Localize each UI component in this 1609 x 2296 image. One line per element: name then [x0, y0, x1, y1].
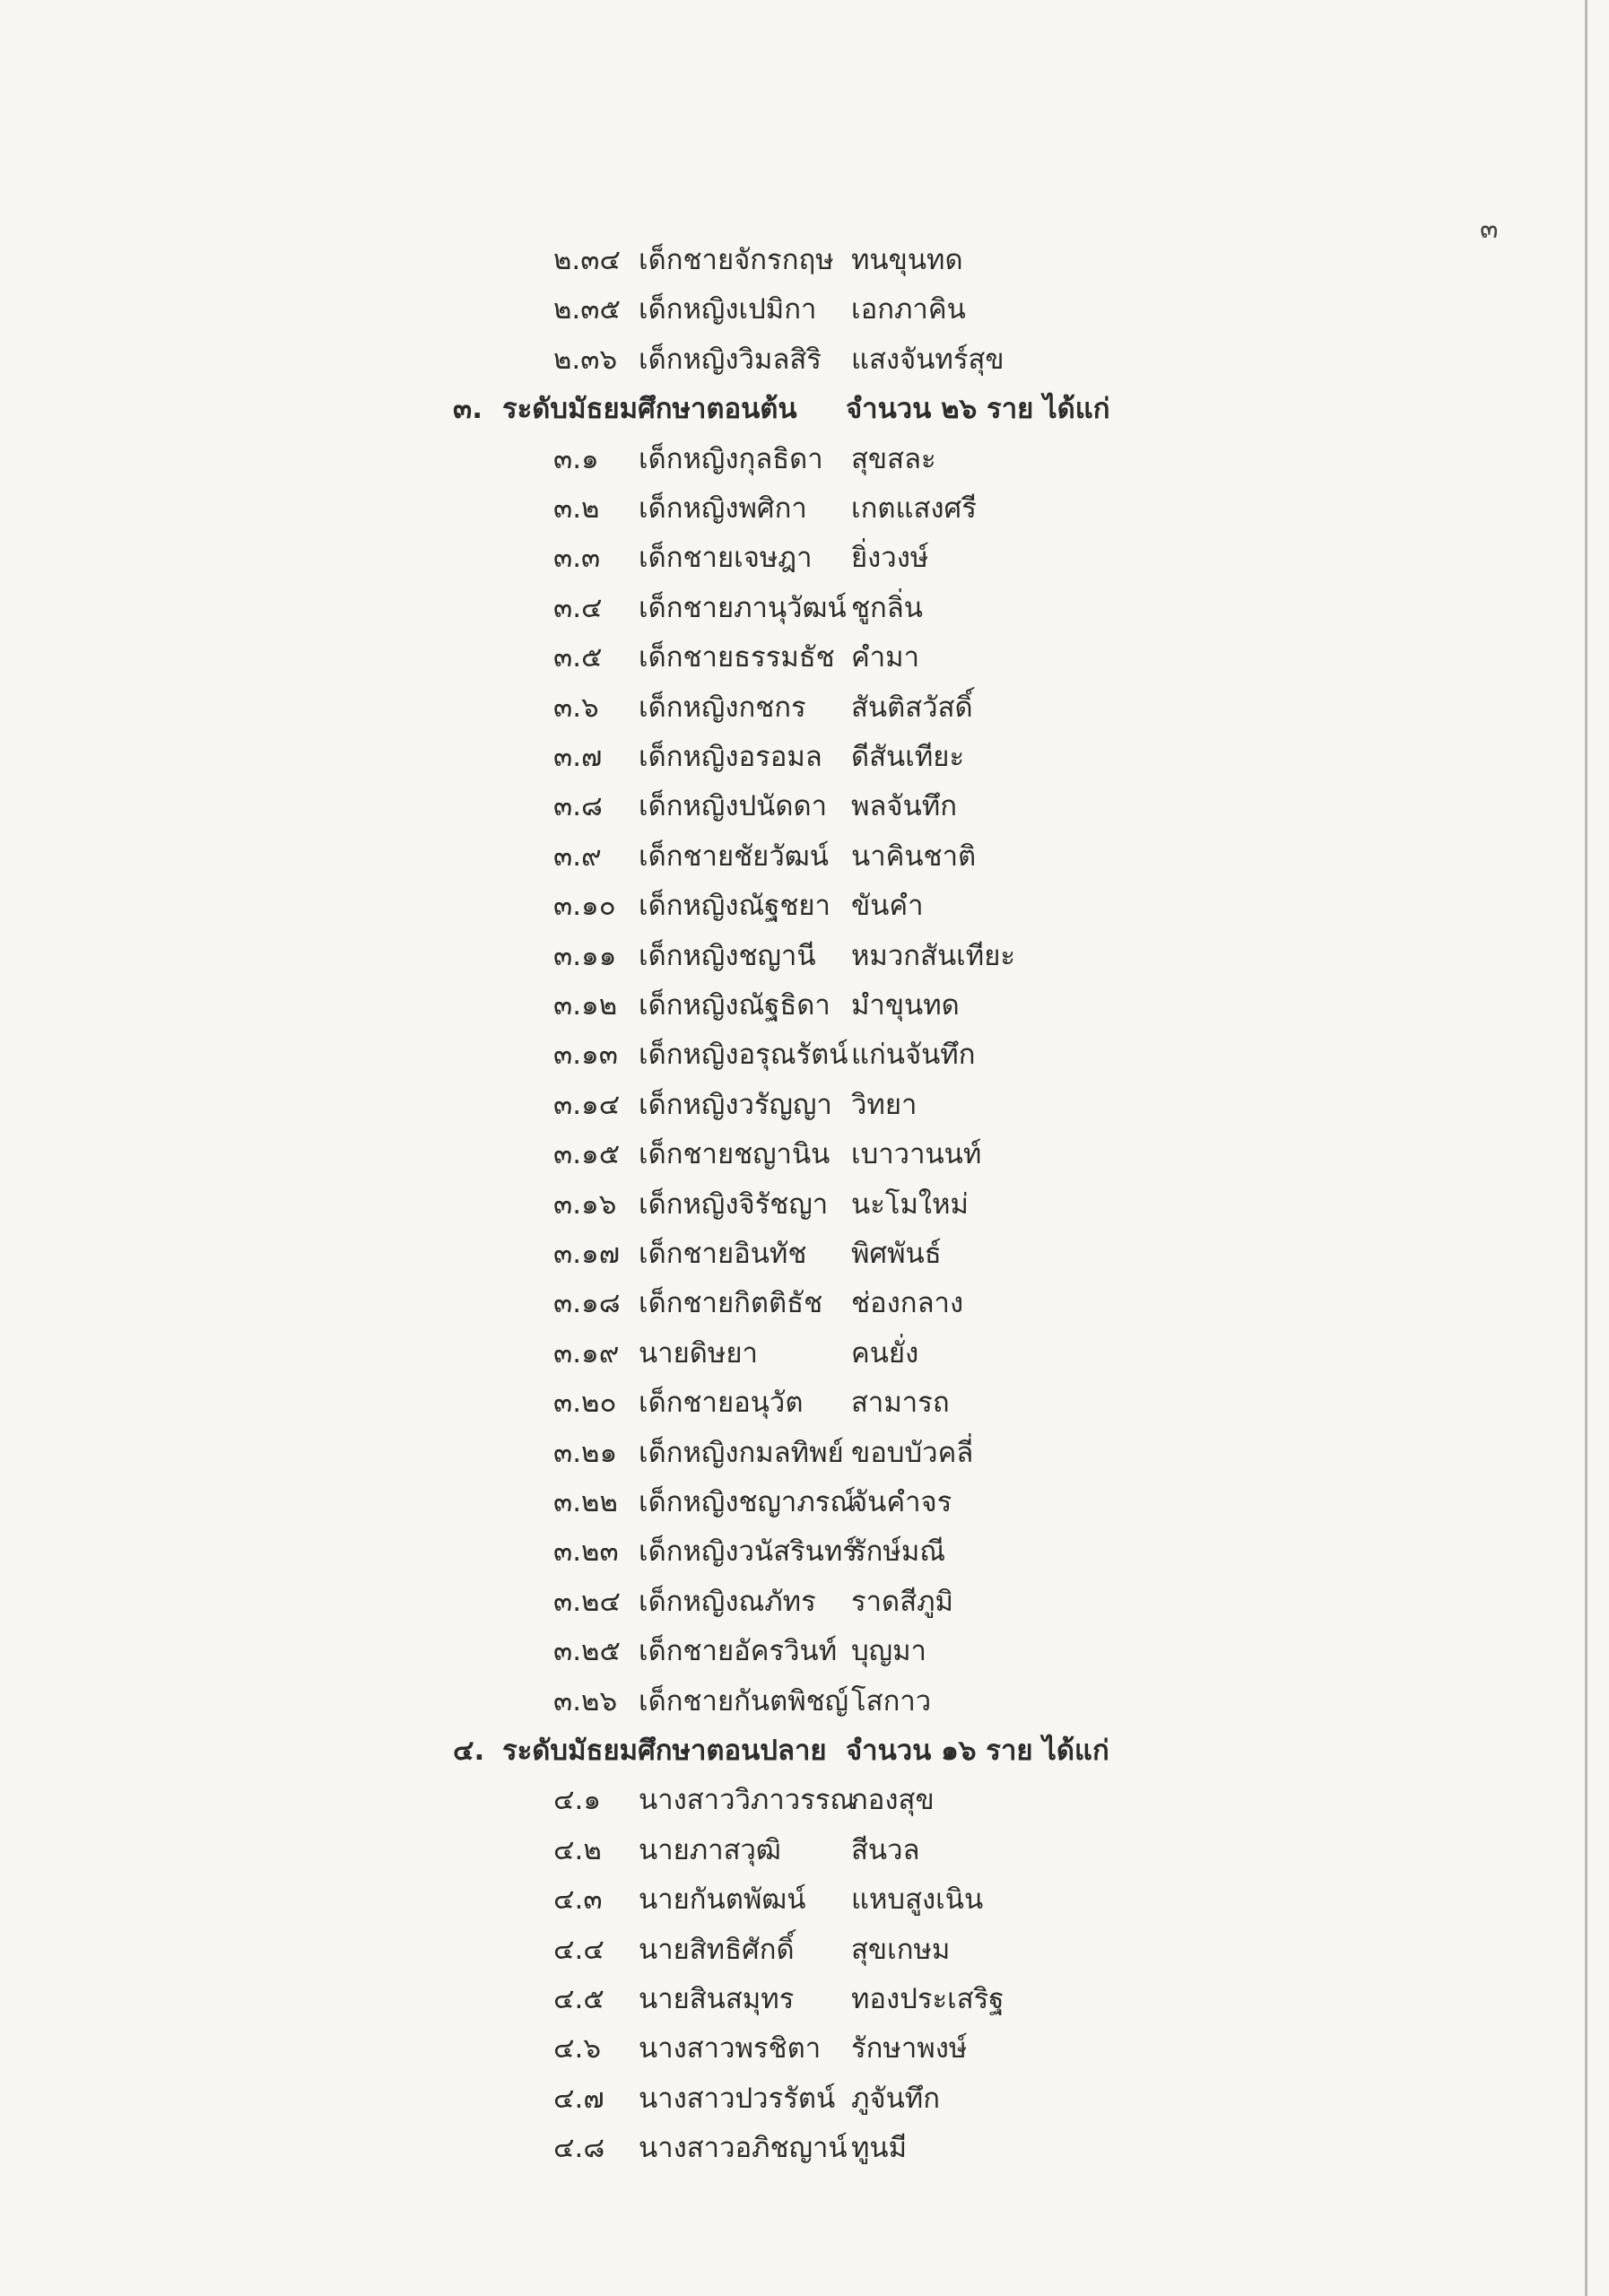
item-number: ๔.๘ [553, 2132, 605, 2165]
item-surname: สีนวล [851, 1833, 920, 1866]
item-surname: ทองประเสริฐ [851, 1983, 1005, 2015]
item-number: ๔.๗ [553, 2082, 604, 2115]
item-name: นายสิทธิศักดิ์ [639, 1933, 795, 1966]
item-name: เด็กหญิงณภัทร [639, 1585, 816, 1618]
section-title: ระดับมัธยมศึกษาตอนต้น [502, 393, 797, 426]
section-count: จำนวน ๑๖ ราย ได้แก่ [846, 1735, 1109, 1767]
item-number: ๓.๔ [553, 591, 603, 624]
item-number: ๓.๖ [553, 691, 599, 724]
item-surname: ขันคำ [851, 890, 924, 923]
item-surname: จันคำจร [851, 1486, 952, 1518]
item-name: เด็กหญิงกมลทิพย์ [639, 1436, 844, 1469]
item-number: ๒.๓๖ [553, 343, 618, 376]
item-number: ๓.๒๔ [553, 1585, 621, 1618]
item-surname: วิทยา [851, 1088, 918, 1121]
item-name: เด็กชายธรรมธัช [639, 641, 835, 674]
item-surname: พลจันทึก [851, 790, 957, 823]
item-surname: พิศพันธ์ [851, 1238, 942, 1270]
page-number: ๓ [1480, 213, 1499, 245]
item-name: นายภาสวุฒิ [639, 1833, 781, 1866]
item-name: นางสาวปวรรัตน์ [639, 2082, 836, 2115]
section-number: ๓. [453, 393, 483, 426]
item-surname: ชูกลิ่น [851, 591, 923, 624]
item-number: ๓.๑๒ [553, 989, 618, 1022]
item-surname: โสกาว [851, 1684, 932, 1718]
item-name: เด็กชายชญานิน [639, 1138, 831, 1171]
item-number: ๓.๑ [553, 442, 599, 475]
item-surname: แสงจันทร์สุข [851, 343, 1005, 376]
item-name: เด็กชายอัครวินท์ [639, 1635, 838, 1668]
item-surname: สุขเกษม [851, 1933, 951, 1966]
item-name: เด็กชายจักรกฤษ [639, 244, 834, 276]
item-surname: รักษ์มณี [851, 1535, 946, 1569]
item-surname: ยิ่งวงษ์ [851, 542, 929, 575]
item-number: ๓.๑๕ [553, 1138, 621, 1171]
item-number: ๓.๑๐ [553, 890, 616, 923]
item-number: ๓.๗ [553, 741, 603, 773]
item-number: ๓.๑๓ [553, 1039, 618, 1072]
item-number: ๒.๓๔ [553, 244, 621, 276]
item-number: ๓.๑๘ [553, 1287, 621, 1320]
item-name: เด็กชายอนุวัต [639, 1387, 804, 1420]
item-surname: ภูจันทึก [851, 2082, 940, 2115]
item-number: ๔.๖ [553, 2032, 601, 2066]
item-number: ๓.๒๕ [553, 1635, 621, 1668]
item-surname: คนยั่ง [851, 1336, 919, 1370]
item-surname: กองสุข [851, 1784, 935, 1817]
item-name: นายดิษยา [639, 1336, 758, 1370]
item-name: เด็กหญิงพศิกา [639, 492, 807, 525]
item-number: ๔.๑ [553, 1784, 601, 1817]
item-name: เด็กหญิงณัฐชยา [639, 890, 831, 923]
item-name: นายสินสมุทร [639, 1983, 795, 2015]
item-surname: ช่องกลาง [851, 1287, 964, 1320]
item-number: ๔.๔ [553, 1933, 604, 1966]
item-surname: ทนขุนทด [851, 244, 963, 276]
item-surname: นะโมใหม่ [851, 1187, 969, 1221]
item-name: นางสาววิภาวรรณ [639, 1784, 857, 1817]
item-name: เด็กหญิงปนัดดา [639, 790, 828, 823]
item-name: เด็กหญิงวรัญญา [639, 1088, 832, 1121]
item-number: ๔.๓ [553, 1883, 603, 1917]
item-surname: รักษาพงษ์ [851, 2032, 968, 2066]
item-number: ๓.๒๑ [553, 1436, 618, 1469]
item-name: เด็กหญิงชญานี [639, 939, 816, 972]
item-surname: ราดสีภูมิ [851, 1585, 953, 1618]
item-name: เด็กหญิงจิรัชญา [639, 1187, 829, 1221]
item-number: ๓.๘ [553, 790, 603, 823]
section-number: ๔. [453, 1735, 485, 1767]
item-surname: แหบสูงเนิน [851, 1883, 984, 1917]
item-name: เด็กหญิงอรุณรัตน์ [639, 1039, 848, 1072]
item-number: ๓.๑๑ [553, 939, 617, 972]
item-name: เด็กชายอินทัช [639, 1238, 807, 1270]
item-number: ๓.๒๐ [553, 1387, 617, 1420]
item-number: ๓.๒๖ [553, 1684, 618, 1718]
item-name: นางสาวพรชิตา [639, 2032, 822, 2066]
item-surname: หมวกสันเทียะ [851, 939, 1016, 972]
item-number: ๒.๓๕ [553, 293, 621, 326]
item-name: เด็กหญิงกชกร [639, 691, 806, 724]
item-name: เด็กชายเจษฎา [639, 542, 813, 575]
item-name: เด็กหญิงวนัสรินทร์ [639, 1535, 857, 1569]
item-surname: บุญมา [851, 1635, 926, 1668]
item-name: นายกันตพัฒน์ [639, 1883, 806, 1917]
item-name: เด็กหญิงณัฐธิดา [639, 989, 831, 1022]
item-name: เด็กชายกิตติธัช [639, 1287, 823, 1320]
item-number: ๓.๒ [553, 492, 600, 525]
item-number: ๓.๙ [553, 839, 602, 873]
item-surname: มำขุนทด [851, 989, 960, 1022]
item-number: ๓.๑๔ [553, 1088, 621, 1121]
item-name: เด็กหญิงกุลธิดา [639, 442, 823, 475]
item-surname: สามารถ [851, 1387, 950, 1420]
item-surname: แก่นจันทึก [851, 1039, 976, 1072]
item-name: เด็กหญิงชญาภรณ์ [639, 1486, 857, 1518]
item-number: ๔.๒ [553, 1833, 602, 1866]
item-name: เด็กชายภานุวัฒน์ [639, 591, 847, 624]
item-number: ๓.๑๙ [553, 1336, 620, 1370]
item-number: ๔.๕ [553, 1983, 604, 2015]
section-count: จำนวน ๒๖ ราย ได้แก่ [846, 393, 1110, 426]
item-name: นางสาวอภิชญาน์ [639, 2132, 848, 2165]
item-surname: เอกภาคิน [851, 293, 966, 326]
item-number: ๓.๒๓ [553, 1535, 619, 1569]
item-number: ๓.๓ [553, 542, 601, 575]
item-name: เด็กชายชัยวัฒน์ [639, 839, 829, 873]
item-number: ๓.๑๖ [553, 1187, 617, 1221]
item-surname: ขอบบัวคลี่ [851, 1436, 974, 1469]
item-surname: เบาวานนท์ [851, 1138, 982, 1171]
item-name: เด็กหญิงวิมลสิริ [639, 343, 822, 376]
section-title: ระดับมัธยมศึกษาตอนปลาย [502, 1735, 827, 1767]
page-edge-line [1585, 0, 1587, 2296]
item-name: เด็กชายกันตพิชญ์ [639, 1684, 849, 1718]
item-surname: เกตแสงศรี [851, 492, 977, 525]
item-surname: คำมา [851, 641, 919, 674]
item-number: ๓.๑๗ [553, 1238, 621, 1270]
item-surname: สันติสวัสดิ์ [851, 691, 973, 724]
item-name: เด็กหญิงเปมิกา [639, 293, 817, 326]
item-number: ๓.๒๒ [553, 1486, 618, 1518]
item-surname: สุขสละ [851, 442, 936, 475]
item-name: เด็กหญิงอรอมล [639, 741, 822, 773]
item-surname: ทูนมี [851, 2132, 908, 2165]
item-surname: ดีสันเทียะ [851, 741, 965, 773]
item-number: ๓.๕ [553, 641, 603, 674]
item-surname: นาคินชาติ [851, 839, 977, 873]
